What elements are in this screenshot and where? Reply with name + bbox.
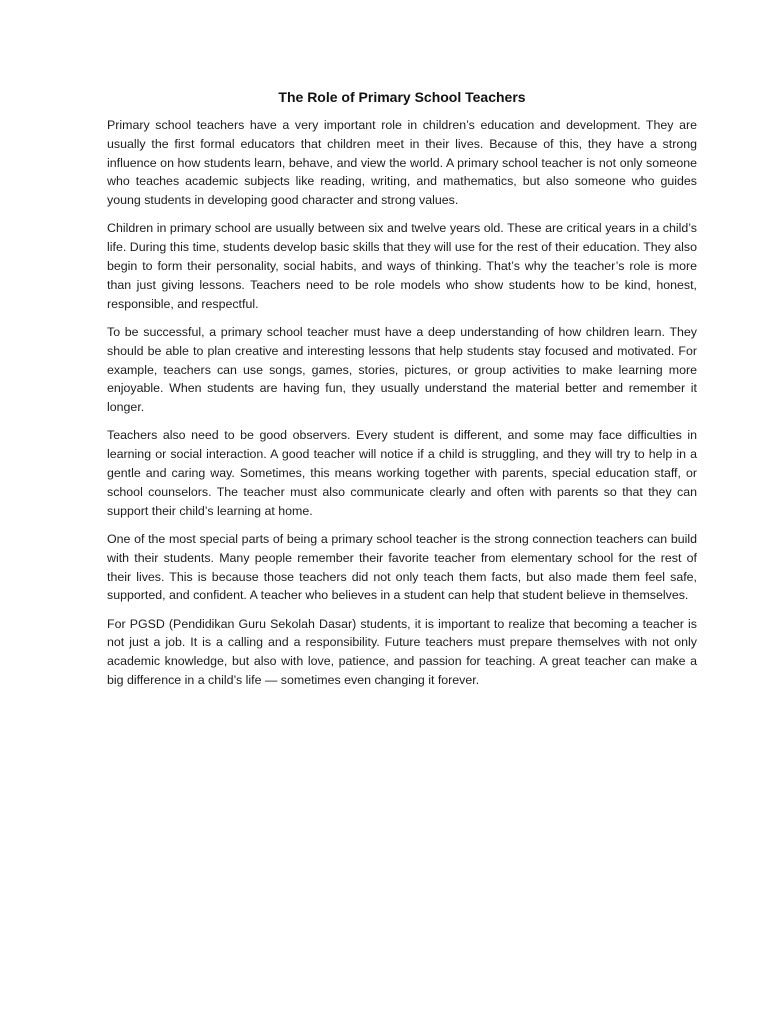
paragraph-5: One of the most special parts of being a primary school teacher is the strong connection teachers can build with their students. Many people remember their favorite teacher from elementary school for the rest of their lives. This is because those teachers did not only teach them facts, but also made them feel safe, supported, and confident. A teacher who believes in a student can help that student believe in themselves. bbox=[107, 531, 697, 603]
document-page bbox=[107, 86, 697, 699]
paragraph-2: Children in primary school are usually between six and twelve years old. These are critical years in a child’s life. During this time, students develop basic skills that they will use for the rest of their education. They also begin to form their personality, social habits, and ways of thinking. That’s why the teacher’s role is more than just giving lessons. Teachers need to be role models who show students how to be kind, honest, responsible, and respectful. bbox=[107, 221, 697, 311]
paragraph-3: To be successful, a primary school teacher must have a deep understanding of how children learn. They should be able to plan creative and interesting lessons that help students stay focused and motivated. For example, teachers can use songs, games, stories, pictures, or group activities to make learning more enjoyable. When students are having fun, they usually understand the material better and remember it longer. bbox=[107, 324, 697, 415]
paragraph-1: Primary school teachers have a very important role in children’s education and development. They are usually the first formal educators that children meet in their lives. Because of this, they have a strong influence on how students learn, behave, and view the world. A primary school teacher is not only someone who teaches academic subjects like reading, writing, and mathematics, but also someone who guides young students in developing good character and strong values. bbox=[107, 118, 697, 208]
paragraph-4: Teachers also need to be good observers. Every student is different, and some may face difficulties in learning or social interaction. A good teacher will notice if a child is struggling, and they will try to help in a gentle and caring way. Sometimes, this means working together with parents, special education staff, or school counselors. The teacher must also communicate clearly and often with parents so that they can support their child’s learning at home. bbox=[107, 428, 697, 518]
document-title: The Role of Primary School Teachers bbox=[278, 89, 526, 105]
paragraph-6: For PGSD (Pendidikan Guru Sekolah Dasar) students, it is important to realize that becoming a teacher is not just a job. It is a calling and a responsibility. Future teachers must prepare themselves with not only academic knowledge, but also with love, patience, and passion for teaching. A great teacher can make a big difference in a child’s life — sometimes even changing it forever. bbox=[107, 616, 697, 688]
